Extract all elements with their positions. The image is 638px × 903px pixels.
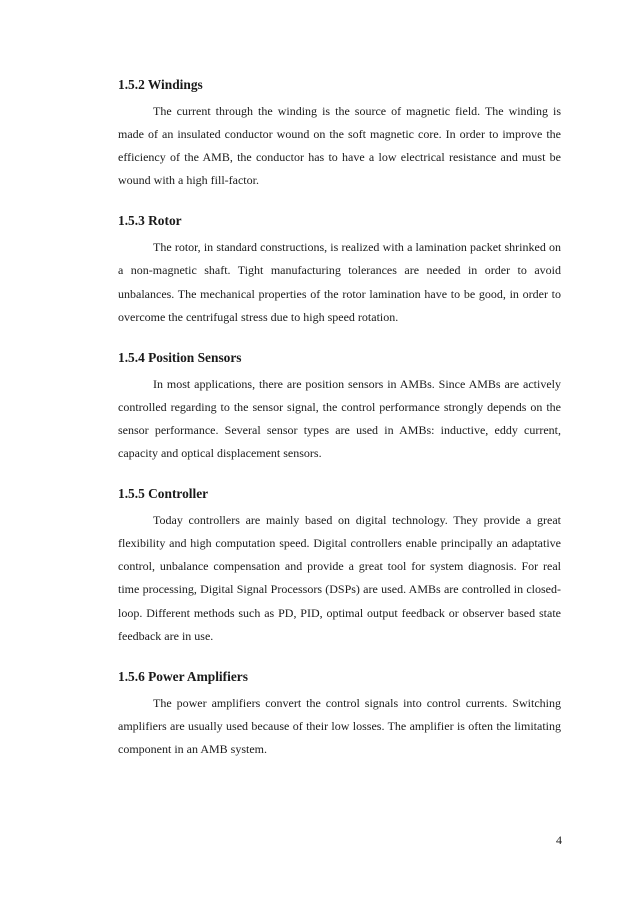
section-paragraph: In most applications, there are position sensors in AMBs. Since AMBs are actively controlled regarding to the sensor signal, the control performance strongly depends on the sensor performance. Several sensor types are used in AMBs: inductive, eddy current, capacity and optical displacement sensors. — [118, 376, 561, 461]
section-controller — [118, 484, 561, 648]
section-paragraph: The rotor, in standard constructions, is realized with a lamination packet shrinked on a non-magnetic shaft. Tight manufacturing tolerances are needed in order to avoid unbalances. The mechanical properties of the rotor lamination have to be good, in order to overcome the centrifugal stress due to high speed rotation. — [118, 240, 561, 324]
page-number: 4 — [556, 833, 562, 847]
section-position-sensors — [118, 348, 561, 465]
section-heading: 1.5.2 Windings — [118, 77, 203, 92]
section-rotor — [118, 211, 561, 328]
section-paragraph: The power amplifiers convert the control signals into control currents. Switching amplifiers are usually used because of their low losses. The amplifier is often the limitating component in an AMB system. — [118, 695, 561, 756]
section-heading: 1.5.6 Power Amplifiers — [118, 668, 248, 684]
section-paragraph: The current through the winding is the source of magnetic field. The winding is made of an insulated conductor wound on the soft magnetic core. In order to improve the efficiency of the AMB, the conductor has to have a low electrical resistance and must be wound with a high fill-factor. — [118, 104, 561, 188]
section-paragraph: Today controllers are mainly based on digital technology. They provide a great flexibility and high computation speed. Digital controllers enable principally an adaptative control, unbalance compensation and provide a great tool for system diagnosis. For real time processing, Digital Signal Processors (DSPs) are used. AMBs are controlled in closed-loop. Different methods such as PD, PID, optimal output feedback or observer based state feedback are in use. — [118, 513, 561, 643]
section-heading: 1.5.5 Controller — [118, 486, 209, 502]
section-windings — [118, 75, 561, 192]
section-heading: 1.5.4 Position Sensors — [118, 349, 242, 365]
section-power-amplifiers — [118, 667, 561, 761]
section-heading: 1.5.3 Rotor — [118, 213, 182, 229]
page-content — [118, 75, 561, 780]
